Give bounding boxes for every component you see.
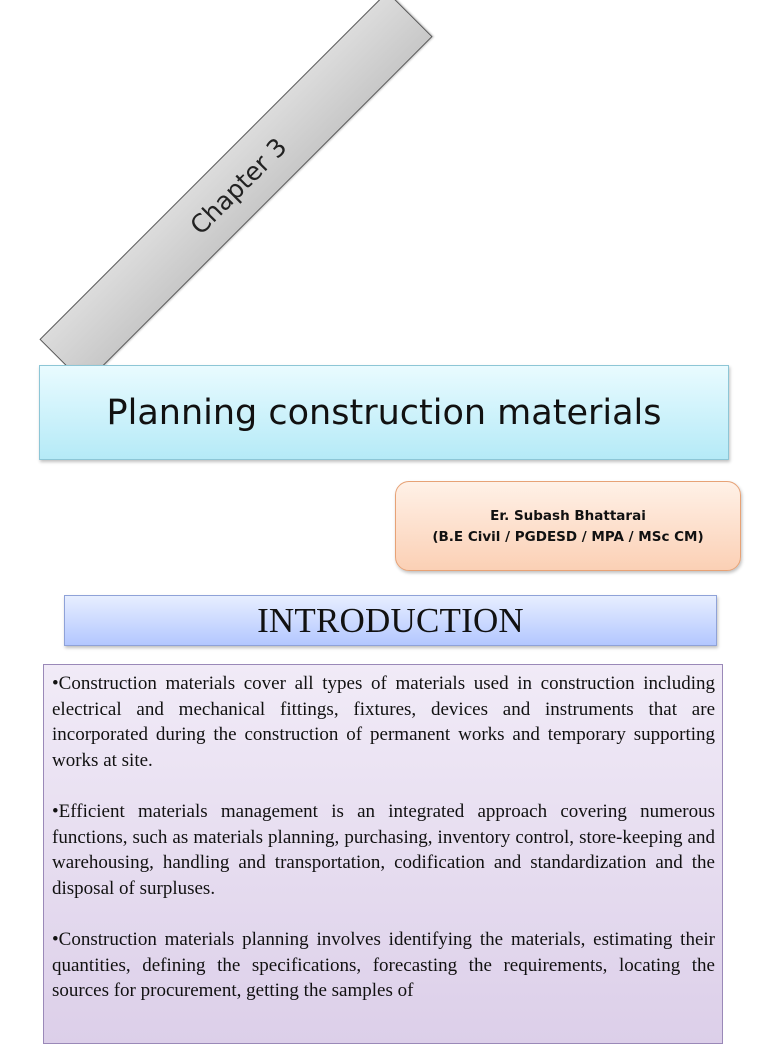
section-heading: INTRODUCTION xyxy=(257,600,524,640)
chapter-banner xyxy=(39,0,432,385)
page-title: Planning construction materials xyxy=(106,392,662,433)
section-heading-box xyxy=(64,595,717,646)
paragraph-materials-definition: •Construction materials cover all types of materials used in construction including electrical and mechanical fittings, fixtures, devices and instruments that are incorporated during the construction of permanent works and temporary supporting works at site. xyxy=(52,673,715,771)
content-box xyxy=(43,664,723,1044)
author-name: Er. Subash Bhattarai xyxy=(490,507,646,524)
paragraph-materials-planning: •Construction materials planning involves identifying the materials, estimating their quantities, defining the specifications, forecasting the requirements, locating the sources for procurement, getting the samples of xyxy=(52,929,715,1001)
chapter-label: Chapter 3 xyxy=(184,131,293,240)
paragraph-materials-management: •Efficient materials management is an integrated approach covering numerous functions, such as materials planning, purchasing, inventory control, store-keeping and warehousing, handling and transportation, codification and standardization and the disposal of surpluses. xyxy=(52,801,715,899)
author-credentials: (B.E Civil / PGDESD / MPA / MSc CM) xyxy=(432,528,704,545)
author-box xyxy=(395,481,741,571)
title-box xyxy=(39,365,729,460)
